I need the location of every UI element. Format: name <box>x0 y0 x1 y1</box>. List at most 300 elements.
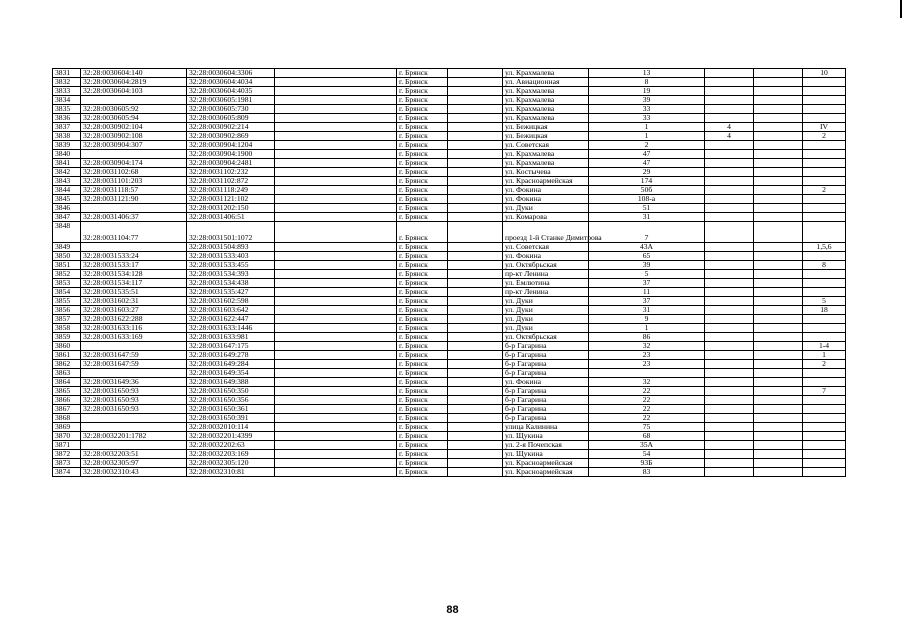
city: г. Брянск <box>397 168 448 177</box>
empty-cell <box>448 252 503 261</box>
house-number: 31 <box>589 213 705 222</box>
cadastral-number-building: 32:28:0031504:893 <box>187 243 275 252</box>
cadastral-number-building: 32:28:0031102:232 <box>187 168 275 177</box>
street: ул. Емлютина <box>503 279 589 288</box>
street: ул. Октябрьская <box>503 261 589 270</box>
city: г. Брянск <box>397 105 448 114</box>
house-number: 9 <box>589 315 705 324</box>
city: г. Брянск <box>397 213 448 222</box>
cadastral-number-parcel: 32:28:0032310:43 <box>81 468 187 477</box>
empty-cell <box>275 132 397 141</box>
empty-cell <box>448 141 503 150</box>
city: г. Брянск <box>397 243 448 252</box>
street: б-р Гагарина <box>503 405 589 414</box>
empty-cell <box>275 243 397 252</box>
registry-table <box>52 68 846 477</box>
building-number <box>705 459 754 468</box>
house-number: 37 <box>589 297 705 306</box>
building-number <box>705 315 754 324</box>
empty-cell <box>275 159 397 168</box>
empty-cell <box>448 243 503 252</box>
row-number: 3846 <box>53 204 81 213</box>
street: ул. Фокина <box>503 252 589 261</box>
cadastral-number-building: 32:28:0030904:1204 <box>187 141 275 150</box>
street: б-р Гагарина <box>503 414 589 423</box>
table-row <box>53 96 846 105</box>
row-number: 3866 <box>53 396 81 405</box>
table-row <box>53 342 846 351</box>
table-row <box>53 159 846 168</box>
city: г. Брянск <box>397 414 448 423</box>
apartment-number <box>803 459 846 468</box>
apartment-number <box>803 141 846 150</box>
cadastral-number-parcel: 32:28:0031603:27 <box>81 306 187 315</box>
empty-cell <box>448 222 503 243</box>
table-row <box>53 315 846 324</box>
cadastral-number-parcel: 32:28:0030904:307 <box>81 141 187 150</box>
street: б-р Гагарина <box>503 387 589 396</box>
cadastral-number-parcel: 32:28:0032305:97 <box>81 459 187 468</box>
empty-cell <box>754 114 803 123</box>
building-number <box>705 369 754 378</box>
cadastral-number-building: 32:28:0031650:391 <box>187 414 275 423</box>
cadastral-number-parcel: 32:28:0030604:103 <box>81 87 187 96</box>
empty-cell <box>754 141 803 150</box>
street: ул. Фокина <box>503 195 589 204</box>
table-row <box>53 423 846 432</box>
table-row <box>53 297 846 306</box>
cadastral-number-parcel: 32:28:0031647:59 <box>81 360 187 369</box>
empty-cell <box>448 414 503 423</box>
table-row <box>53 387 846 396</box>
empty-cell <box>275 204 397 213</box>
building-number <box>705 150 754 159</box>
table-row <box>53 132 846 141</box>
apartment-number: 5 <box>803 297 846 306</box>
street: б-р Гагарина <box>503 360 589 369</box>
street: ул. Красноармейская <box>503 468 589 477</box>
empty-cell <box>275 288 397 297</box>
cadastral-number-building: 32:28:0031533:455 <box>187 261 275 270</box>
street: ул. Крахмалева <box>503 96 589 105</box>
row-number: 3854 <box>53 288 81 297</box>
empty-cell <box>275 261 397 270</box>
house-number: 32 <box>589 378 705 387</box>
building-number <box>705 387 754 396</box>
apartment-number: 2 <box>803 132 846 141</box>
cadastral-number-parcel: 32:28:0031633:116 <box>81 324 187 333</box>
street: ул. Дуки <box>503 315 589 324</box>
table-row <box>53 441 846 450</box>
city: г. Брянск <box>397 96 448 105</box>
table-row <box>53 222 846 243</box>
empty-cell <box>275 342 397 351</box>
building-number <box>705 279 754 288</box>
street: ул. Щукина <box>503 432 589 441</box>
street: ул. Красноармейская <box>503 459 589 468</box>
row-number: 3836 <box>53 114 81 123</box>
table-row <box>53 69 846 78</box>
street: б-р Гагарина <box>503 369 589 378</box>
city: г. Брянск <box>397 324 448 333</box>
city: г. Брянск <box>397 360 448 369</box>
empty-cell <box>754 186 803 195</box>
city: г. Брянск <box>397 159 448 168</box>
apartment-number <box>803 450 846 459</box>
street: ул. 2-я Почепская <box>503 441 589 450</box>
cadastral-number-building: 32:28:0032201:4399 <box>187 432 275 441</box>
cadastral-number-building: 32:28:0030604:4035 <box>187 87 275 96</box>
city: г. Брянск <box>397 378 448 387</box>
city: г. Брянск <box>397 114 448 123</box>
city: г. Брянск <box>397 141 448 150</box>
empty-cell <box>448 132 503 141</box>
empty-cell <box>754 432 803 441</box>
empty-cell <box>448 204 503 213</box>
building-number <box>705 288 754 297</box>
empty-cell <box>754 150 803 159</box>
house-number: 5 <box>589 270 705 279</box>
city: г. Брянск <box>397 69 448 78</box>
empty-cell <box>754 177 803 186</box>
empty-cell <box>275 378 397 387</box>
cadastral-number-parcel: 32:28:0032203:51 <box>81 450 187 459</box>
empty-cell <box>448 69 503 78</box>
cadastral-number-building: 32:28:0032305:120 <box>187 459 275 468</box>
house-number: 43А <box>589 243 705 252</box>
table-row <box>53 396 846 405</box>
empty-cell <box>448 468 503 477</box>
city: г. Брянск <box>397 186 448 195</box>
apartment-number <box>803 324 846 333</box>
table-row <box>53 204 846 213</box>
empty-cell <box>754 168 803 177</box>
empty-cell <box>754 252 803 261</box>
house-number: 23 <box>589 360 705 369</box>
building-number <box>705 87 754 96</box>
cadastral-number-building: 32:28:0031649:284 <box>187 360 275 369</box>
building-number <box>705 423 754 432</box>
registry-rows <box>53 69 846 477</box>
empty-cell <box>448 351 503 360</box>
building-number <box>705 405 754 414</box>
cadastral-number-building: 32:28:0031649:278 <box>187 351 275 360</box>
street: ул. Советская <box>503 141 589 150</box>
cadastral-number-parcel: 32:28:0031602:31 <box>81 297 187 306</box>
empty-cell <box>448 150 503 159</box>
table-row <box>53 333 846 342</box>
empty-cell <box>448 378 503 387</box>
cadastral-number-building: 32:28:0031649:388 <box>187 378 275 387</box>
empty-cell <box>754 351 803 360</box>
cadastral-number-building: 32:28:0031535:427 <box>187 288 275 297</box>
building-number <box>705 243 754 252</box>
empty-cell <box>275 279 397 288</box>
empty-cell <box>275 459 397 468</box>
empty-cell <box>754 123 803 132</box>
cadastral-number-building: 32:28:0030904:2481 <box>187 159 275 168</box>
apartment-number <box>803 96 846 105</box>
table-row <box>53 78 846 87</box>
cadastral-number-building: 32:28:0032310:81 <box>187 468 275 477</box>
cadastral-number-building: 32:28:0030605:809 <box>187 114 275 123</box>
table-row <box>53 243 846 252</box>
apartment-number <box>803 150 846 159</box>
row-number: 3861 <box>53 351 81 360</box>
house-number: 8 <box>589 78 705 87</box>
row-number: 3859 <box>53 333 81 342</box>
apartment-number: 1 <box>803 351 846 360</box>
empty-cell <box>275 432 397 441</box>
building-number <box>705 351 754 360</box>
city: г. Брянск <box>397 270 448 279</box>
house-number: 47 <box>589 159 705 168</box>
row-number: 3843 <box>53 177 81 186</box>
row-number: 3840 <box>53 150 81 159</box>
empty-cell <box>275 69 397 78</box>
apartment-number <box>803 87 846 96</box>
cadastral-number-building: 32:28:0031647:175 <box>187 342 275 351</box>
cadastral-number-building: 32:28:0030605:730 <box>187 105 275 114</box>
street: пр-кт Ленина <box>503 270 589 279</box>
city: г. Брянск <box>397 222 448 243</box>
building-number <box>705 342 754 351</box>
empty-cell <box>448 186 503 195</box>
table-row <box>53 324 846 333</box>
row-number: 3862 <box>53 360 81 369</box>
building-number <box>705 168 754 177</box>
building-number <box>705 333 754 342</box>
cadastral-number-building: 32:28:0031622:447 <box>187 315 275 324</box>
cadastral-number-building: 32:28:0031102:872 <box>187 177 275 186</box>
empty-cell <box>448 279 503 288</box>
building-number <box>705 186 754 195</box>
building-number <box>705 222 754 243</box>
empty-cell <box>275 78 397 87</box>
cadastral-number-parcel: 32:28:0031622:288 <box>81 315 187 324</box>
city: г. Брянск <box>397 396 448 405</box>
empty-cell <box>275 177 397 186</box>
street: ул. Фокина <box>503 186 589 195</box>
street: ул. Щукина <box>503 450 589 459</box>
street: б-р Гагарина <box>503 396 589 405</box>
building-number <box>705 69 754 78</box>
apartment-number <box>803 78 846 87</box>
street: ул. Дуки <box>503 204 589 213</box>
table-row <box>53 351 846 360</box>
row-number: 3863 <box>53 369 81 378</box>
table-row <box>53 459 846 468</box>
row-number: 3839 <box>53 141 81 150</box>
empty-cell <box>754 297 803 306</box>
row-number: 3831 <box>53 69 81 78</box>
empty-cell <box>275 87 397 96</box>
cadastral-number-parcel: 32:28:0031650:93 <box>81 405 187 414</box>
house-number: 7 <box>589 222 705 243</box>
cadastral-number-building: 32:28:0031534:393 <box>187 270 275 279</box>
row-number: 3842 <box>53 168 81 177</box>
row-number: 3860 <box>53 342 81 351</box>
apartment-number: 10 <box>803 69 846 78</box>
empty-cell <box>448 270 503 279</box>
cadastral-number-building: 32:28:0031633:1446 <box>187 324 275 333</box>
cadastral-number-parcel: 32:28:0031102:68 <box>81 168 187 177</box>
row-number: 3856 <box>53 306 81 315</box>
building-number <box>705 270 754 279</box>
table-row <box>53 279 846 288</box>
empty-cell <box>275 450 397 459</box>
house-number: 83 <box>589 468 705 477</box>
street: ул. Крахмалева <box>503 105 589 114</box>
empty-cell <box>448 450 503 459</box>
street: ул. Дуки <box>503 297 589 306</box>
city: г. Брянск <box>397 78 448 87</box>
cadastral-number-building: 32:28:0031501:1072 <box>187 222 275 243</box>
building-number <box>705 204 754 213</box>
row-number: 3857 <box>53 315 81 324</box>
house-number: 11 <box>589 288 705 297</box>
street: ул. Авиационная <box>503 78 589 87</box>
house-number: 22 <box>589 414 705 423</box>
house-number: 32 <box>589 342 705 351</box>
cadastral-number-parcel: 32:28:0030902:104 <box>81 123 187 132</box>
building-number <box>705 324 754 333</box>
empty-cell <box>275 168 397 177</box>
street: ул. Крахмалева <box>503 87 589 96</box>
empty-cell <box>754 87 803 96</box>
house-number: 33 <box>589 114 705 123</box>
empty-cell <box>448 123 503 132</box>
apartment-number <box>803 204 846 213</box>
empty-cell <box>275 141 397 150</box>
cadastral-number-building: 32:28:0032202:63 <box>187 441 275 450</box>
cadastral-number-parcel: 32:28:0030605:94 <box>81 114 187 123</box>
cadastral-number-parcel: 32:28:0031534:117 <box>81 279 187 288</box>
house-number: 54 <box>589 450 705 459</box>
row-number: 3865 <box>53 387 81 396</box>
empty-cell <box>754 78 803 87</box>
table-row <box>53 405 846 414</box>
building-number <box>705 159 754 168</box>
street: ул. Фокина <box>503 378 589 387</box>
apartment-number <box>803 168 846 177</box>
city: г. Брянск <box>397 132 448 141</box>
empty-cell <box>448 78 503 87</box>
table-row <box>53 306 846 315</box>
cadastral-number-building: 32:28:0030604:3306 <box>187 69 275 78</box>
house-number: 29 <box>589 168 705 177</box>
apartment-number <box>803 369 846 378</box>
house-number: 47 <box>589 150 705 159</box>
house-number: 65 <box>589 252 705 261</box>
house-number: 2 <box>589 141 705 150</box>
city: г. Брянск <box>397 87 448 96</box>
building-number <box>705 396 754 405</box>
empty-cell <box>448 423 503 432</box>
empty-cell <box>275 324 397 333</box>
row-number: 3837 <box>53 123 81 132</box>
empty-cell <box>754 96 803 105</box>
house-number: 33 <box>589 105 705 114</box>
row-number: 3835 <box>53 105 81 114</box>
empty-cell <box>754 204 803 213</box>
row-number: 3849 <box>53 243 81 252</box>
cadastral-number-parcel: 32:28:0031650:93 <box>81 396 187 405</box>
empty-cell <box>754 450 803 459</box>
building-number <box>705 306 754 315</box>
row-number: 3832 <box>53 78 81 87</box>
city: г. Брянск <box>397 279 448 288</box>
cadastral-number-building: 32:28:0031649:354 <box>187 369 275 378</box>
cadastral-number-building: 32:28:0031650:356 <box>187 396 275 405</box>
row-number: 3869 <box>53 423 81 432</box>
cadastral-number-building: 32:28:0032203:169 <box>187 450 275 459</box>
empty-cell <box>275 96 397 105</box>
empty-cell <box>448 441 503 450</box>
table-row <box>53 87 846 96</box>
city: г. Брянск <box>397 441 448 450</box>
empty-cell <box>275 123 397 132</box>
empty-cell <box>448 168 503 177</box>
table-row <box>53 414 846 423</box>
row-number: 3873 <box>53 459 81 468</box>
city: г. Брянск <box>397 123 448 132</box>
row-number: 3852 <box>53 270 81 279</box>
cadastral-number-parcel: 32:28:0031633:169 <box>81 333 187 342</box>
empty-cell <box>275 333 397 342</box>
city: г. Брянск <box>397 450 448 459</box>
empty-cell <box>754 222 803 243</box>
empty-cell <box>275 222 397 243</box>
apartment-number <box>803 279 846 288</box>
city: г. Брянск <box>397 306 448 315</box>
apartment-number: 8 <box>803 261 846 270</box>
row-number: 3874 <box>53 468 81 477</box>
empty-cell <box>275 105 397 114</box>
cadastral-number-parcel: 32:28:0031118:57 <box>81 186 187 195</box>
apartment-number: IV <box>803 123 846 132</box>
city: г. Брянск <box>397 204 448 213</box>
house-number: 13 <box>589 69 705 78</box>
empty-cell <box>754 441 803 450</box>
house-number: 22 <box>589 405 705 414</box>
cadastral-number-building: 32:28:0030904:1900 <box>187 150 275 159</box>
building-number <box>705 195 754 204</box>
empty-cell <box>448 261 503 270</box>
empty-cell <box>448 87 503 96</box>
cadastral-number-building: 32:28:0030902:869 <box>187 132 275 141</box>
street: ул. Крахмалева <box>503 159 589 168</box>
building-number <box>705 450 754 459</box>
cadastral-number-parcel: 32:28:0030605:92 <box>81 105 187 114</box>
table-row <box>53 177 846 186</box>
empty-cell <box>754 243 803 252</box>
city: г. Брянск <box>397 297 448 306</box>
building-number <box>705 414 754 423</box>
empty-cell <box>754 405 803 414</box>
table-row <box>53 261 846 270</box>
cadastral-number-parcel: 32:28:0032201:1782 <box>81 432 187 441</box>
building-number <box>705 261 754 270</box>
row-number: 3848 <box>53 222 81 243</box>
table-row <box>53 213 846 222</box>
city: г. Брянск <box>397 261 448 270</box>
empty-cell <box>448 387 503 396</box>
house-number: 39 <box>589 96 705 105</box>
empty-cell <box>448 114 503 123</box>
empty-cell <box>754 459 803 468</box>
table-row <box>53 468 846 477</box>
